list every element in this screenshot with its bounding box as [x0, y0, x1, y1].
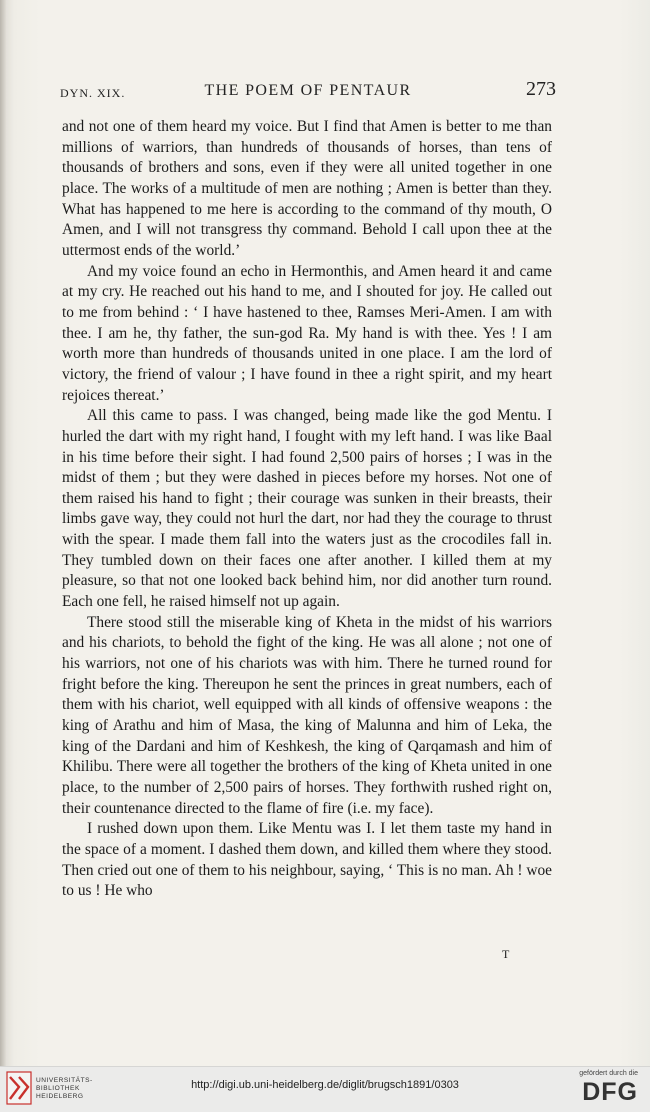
- paragraph: and not one of them heard my voice. But I find that Amen is better to me than millions of warriors, than hundreds of thousands of horses, than tens of thousands of brothers and sons, even if they were all united together in one place. The works of a multitude of men are nothing ; Amen is better than they. What has happened to me here is according to the command of thy mouth, O Amen, and I will not transgress thy command. Behold I call upon thee at the uttermost ends of the world.’: [62, 118, 552, 259]
- page-number: 273: [526, 78, 556, 100]
- paragraph: All this came to pass. I was changed, being made like the god Mentu. I hurled the dart with my right hand, I fought with my left hand. I was like Baal in his time before their sight. I had found 2,500 pairs of horses ; I was in the midst of them ; but they were dashed in pieces before my horses. Not one of them raised his hand to fight ; their courage was sunken in their breasts, their limbs gave way, they could not hurl the dart, nor had they the courage to thrust with the spear. I made them fall into the waters just as the crocodiles fall in. They tumbled down on their faces one after another. I killed them at my pleasure, so that not one looked back behind him, nor did another turn round. Each one fell, he raised himself not up again.: [62, 407, 552, 611]
- funder-caption: gefördert durch die: [579, 1070, 638, 1077]
- running-head-dynasty: DYN. XIX.: [60, 86, 126, 100]
- library-line: UNIVERSITÄTS-: [36, 1077, 93, 1084]
- body-text: [62, 117, 552, 902]
- running-head: [60, 78, 556, 104]
- dfg-logo-icon: DFG: [582, 1078, 638, 1106]
- library-line: HEIDELBERG: [36, 1093, 84, 1100]
- library-line: BIBLIOTHEK: [36, 1085, 80, 1092]
- running-head-title: THE POEM OF PENTAUR: [204, 82, 412, 99]
- paragraph: And my voice found an echo in Hermonthis, and Amen heard it and came at my cry. He reached out his hand to me, and I shouted for joy. He called out to me from behind : ‘ I have hastened to thee, Ramses Meri-Amen. I am with thee. I am he, thy father, the sun-god Ra. My hand is with thee. Yes ! I am worth more than hundreds of thousands united in one place. I am the lord of victory, the friend of valour ; I have found in thee a right spirit, and my heart rejoices thereat.’: [62, 262, 552, 404]
- signature-mark: T: [502, 947, 510, 961]
- page-gutter-edge: [0, 0, 6, 1066]
- paragraph: There stood still the miserable king of Kheta in the midst of his warriors and his chariots, to behold the fight of the king. He was all alone ; not one of his warriors, not one of his chariots was with him. There he turned round for fright before the king. Thereupon he sent the princes in great numbers, each of them with his chariot, well equipped with all kinds of offensive weapons : the king of Arathu and him of Masa, the king of Malunna and him of Leka, the king of the Dardani and him of Keshkesh, the king of Qarqamash and him of Khilibu. There were all together the brothers of the king of Kheta united in one place, to the number of 2,500 pairs of horses. They forthwith rushed right on, their countenance directed to the flame of fire (i.e. my face).: [62, 613, 552, 817]
- paragraph: I rushed down upon them. Like Mentu was I. I let them taste my hand in the space of a moment. I dashed them down, and killed them where they stood. Then cried out one of them to his neighbour, saying, ‘ This is no man. Ah ! woe to us ! He who: [62, 820, 552, 900]
- permalink-url[interactable]: http://digi.ub.uni-heidelberg.de/diglit/brugsch1891/0303: [191, 1079, 459, 1091]
